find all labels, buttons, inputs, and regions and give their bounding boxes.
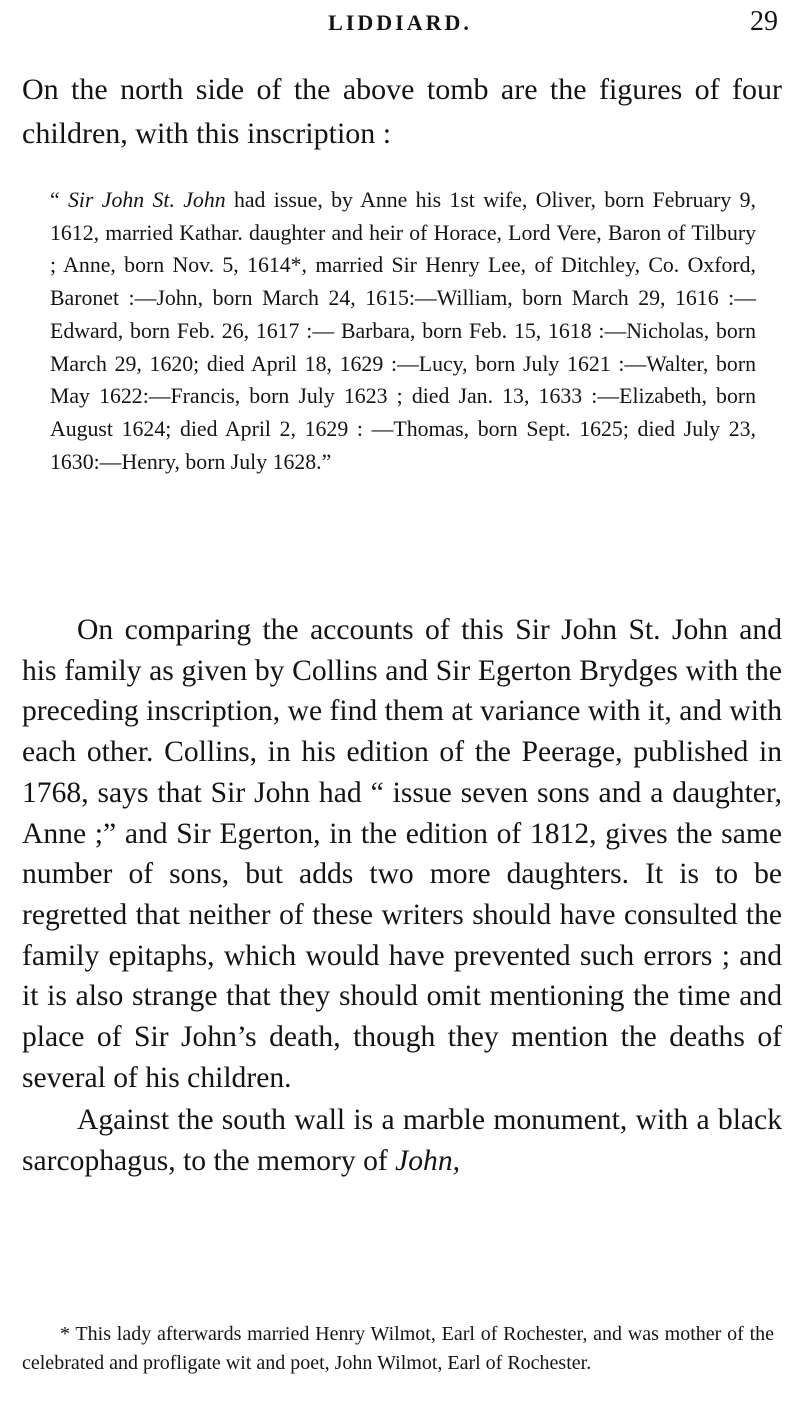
- running-title: LIDDIARD.: [328, 10, 472, 35]
- inscription-text: had issue, by Anne his 1st wife, Oliver, born February 9, 1612, married Kathar. daughter and heir of Horace, Lord Vere, Baron of Tilbury ; Anne, born Nov. 5, 1614*, married Sir Henry Lee, of Ditchley, Co. Oxford, Baronet :—John, born March 24, 1615:—William, born March 29, 1616 :—Edward, born Feb. 26, 1617 :— Barbara, born Feb. 15, 1618 :—Nicholas, born March 29, 1620; died April 18, 1629 :—Lucy, born July 1621 :—Walter, born May 1622:—Francis, born July 1623 ; died Jan. 13, 1633 :—Elizabeth, born August 1624; died April 2, 1629 : —Thomas, born Sept. 1625; died July 23, 1630:—Henry, born July 1628.”: [50, 188, 756, 474]
- inscription-italic-name: Sir John St. John: [68, 188, 226, 212]
- page-number: 29: [750, 6, 778, 37]
- footnote: [22, 1320, 774, 1378]
- paragraph-monument-italic: John,: [395, 1145, 461, 1178]
- paragraph-comparing: On comparing the accounts of this Sir John St. John and his family as given by Collins and Sir Egerton Brydges with the preceding inscription, we find them at variance with it, and with each other. Collins, in his edition of the Peerage, published in 1768, says that Sir John had “ issue seven sons and a daughter, Anne ;” and Sir Egerton, in the edition of 1812, gives the same number of sons, but adds two more daughters. It is to be regretted that neither of these writers should have consulted the family epitaphs, which would have prevented such errors ; and it is also strange that they should omit mentioning the time and place of Sir John’s death, though they mention the deaths of several of his children.: [22, 614, 782, 1094]
- main-text: [22, 610, 782, 1182]
- intro-paragraph: On the north side of the above tomb are the figures of four children, with this inscription :: [22, 73, 782, 150]
- inscription-quote: [50, 184, 756, 478]
- footnote-text: * This lady afterwards married Henry Wilmot, Earl of Rochester, and was mother of the celebrated and profligate wit and poet, John Wilmot, Earl of Rochester.: [22, 1323, 774, 1374]
- paragraph-monument: [22, 1100, 782, 1181]
- paragraph-monument-text: Against the south wall is a marble monument, with a black sarcophagus, to the memory of: [22, 1104, 782, 1178]
- inscription-open-quote: “: [50, 188, 69, 212]
